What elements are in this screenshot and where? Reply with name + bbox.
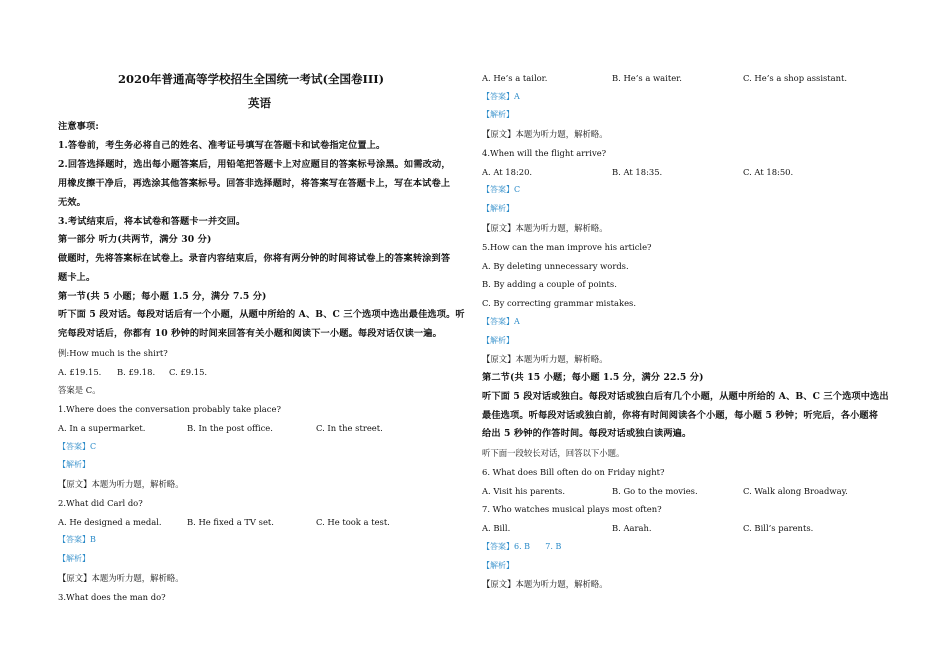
option: A. By deleting unnecessary words. [482,261,629,271]
option: A. Bill. [482,523,511,533]
section2-intro: 听下面 5 段对话或独白。每段对话或独白后有几个小题，从题中所给的 A、B、C 三个选项中选出 [482,391,889,402]
question-text: 5.How can the man improve his article? [482,242,652,252]
notes-item: 1.答卷前，考生务必将自己的姓名、准考证号填写在答题卡和试卷指定位置上。 [58,140,386,151]
analysis-label: 【解析】 [482,561,514,570]
option: C. In the street. [316,423,383,433]
example-option: C. £9.15. [169,367,208,377]
option: C. Bill’s parents. [743,523,814,533]
option: C. At 18:50. [743,167,794,177]
notes-item: 3.考试结束后，将本试卷和答题卡一并交回。 [58,216,246,227]
option: A. At 18:20. [482,167,533,177]
notes-heading: 注意事项: [58,121,99,132]
original-note: 【原文】本题为听力题，解析略。 [482,223,608,233]
section2-heading: 第二节(共 15 小题；每小题 1.5 分，满分 22.5 分) [482,372,704,383]
option: B. At 18:35. [612,167,663,177]
page-title: 2020年普通高等学校招生全国统一考试(全国卷III) [118,72,385,86]
option: A. He’s a tailor. [482,73,548,83]
answer-label: 【答案】6. B 7. B [482,542,562,551]
section2-intro: 最佳选项。听每段对话或独白前，你将有时间阅读各个小题，每小题 5 秒钟；听完后，各小题将 [482,410,879,421]
question-text: 6. What does Bill often do on Friday night? [482,467,665,477]
analysis-label: 【解析】 [482,336,514,345]
example-answer: 答案是 C。 [58,385,101,395]
analysis-label: 【解析】 [482,110,514,119]
section1-heading: 第一节(共 5 小题；每小题 1.5 分，满分 7.5 分) [58,291,267,302]
section2-intro: 给出 5 秒钟的作答时间。每段对话或独白读两遍。 [482,428,692,439]
option: B. He fixed a TV set. [187,517,274,527]
option: B. Go to the movies. [612,486,698,496]
option: C. Walk along Broadway. [743,486,848,496]
notes-item: 无效。 [58,197,87,208]
question-text: 3.What does the man do? [58,592,166,602]
part1-intro: 题卡上。 [58,272,96,283]
question-text: 4.When will the flight arrive? [482,148,607,158]
example-option: A. £19.15. [58,367,102,377]
answer-label: 【答案】A [482,92,520,101]
analysis-label: 【解析】 [58,554,90,563]
analysis-label: 【解析】 [58,460,90,469]
answer-label: 【答案】C [58,442,97,451]
option: A. He designed a medal. [58,517,162,527]
page-subtitle: 英语 [248,96,271,110]
answer-label: 【答案】A [482,317,520,326]
option: C. He’s a shop assistant. [743,73,848,83]
original-note: 【原文】本题为听力题，解析略。 [482,579,608,589]
notes-item: 用橡皮擦干净后，再选涂其他答案标号。回答非选择题时，将答案写在答题卡上，写在本试卷上 [58,178,451,189]
question-text: 2.What did Carl do? [58,498,143,508]
part1-heading: 第一部分 听力(共两节，满分 30 分) [58,234,212,245]
option: C. By correcting grammar mistakes. [482,298,636,308]
section1-intro: 完每段对话后，你都有 10 秒钟的时间来回答有关小题和阅读下一小题。每段对话仅读一遍。 [58,328,442,339]
option: B. In the post office. [187,423,273,433]
part1-intro: 做题时，先将答案标在试卷上。录音内容结束后，你将有两分钟的时间将试卷上的答案转涂到答 [58,253,451,264]
original-note: 【原文】本题为听力题，解析略。 [58,479,184,489]
original-note: 【原文】本题为听力题，解析略。 [58,573,184,583]
example-option: B. £9.18. [117,367,156,377]
original-note: 【原文】本题为听力题，解析略。 [482,354,608,364]
example-question: 例:How much is the shirt? [58,348,168,358]
option: B. By adding a couple of points. [482,279,617,289]
option: A. In a supermarket. [58,423,146,433]
section1-intro: 听下面 5 段对话。每段对话后有一个小题，从题中所给的 A、B、C 三个选项中选出最佳选项。听 [58,309,465,320]
answer-label: 【答案】B [58,535,96,544]
option: B. Aarah. [612,523,652,533]
question-text: 1.Where does the conversation probably take place? [58,404,281,414]
option: A. Visit his parents. [482,486,566,496]
answer-label: 【答案】C [482,185,521,194]
original-note: 【原文】本题为听力题，解析略。 [482,129,608,139]
option: B. He’s a waiter. [612,73,682,83]
option: C. He took a test. [316,517,390,527]
question-text: 7. Who watches musical plays most often? [482,504,662,514]
notes-item: 2.回答选择题时，选出每小题答案后，用铅笔把答题卡上对应题目的答案标号涂黑。如需改动， [58,159,451,170]
section2-lead: 听下面一段较长对话，回答以下小题。 [482,448,625,458]
analysis-label: 【解析】 [482,204,514,213]
